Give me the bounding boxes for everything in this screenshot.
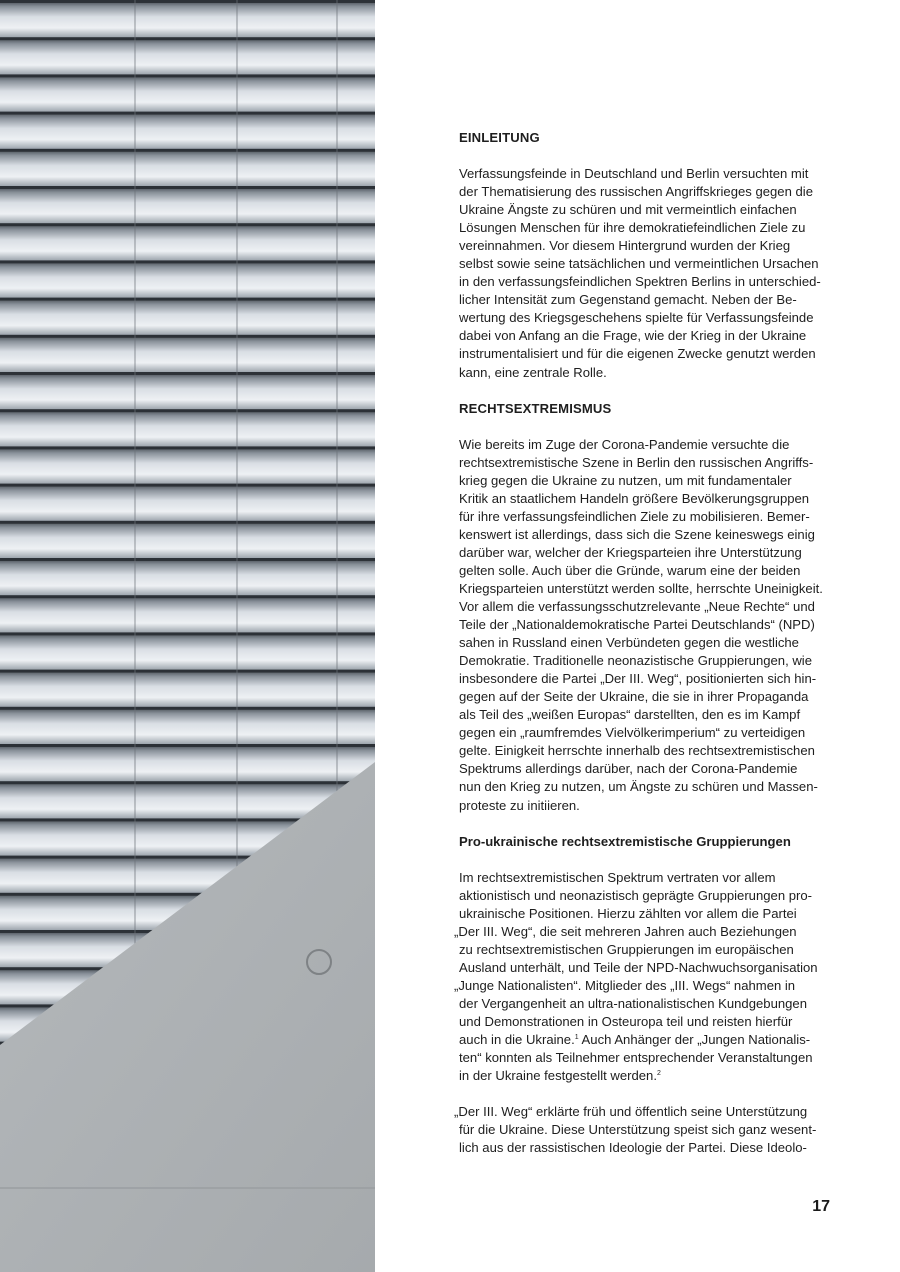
text-line: der Vergangenheit an ultra-nationalistischen Kundgebungen (459, 995, 807, 1011)
text-line: kenswert ist allerdings, dass sich die Szene keineswegs einig (459, 526, 815, 542)
text-line: gegen auf der Seite der Ukraine, die sie in ihrer Propaganda (459, 689, 809, 705)
text-line: Wie bereits im Zuge der Corona-Pandemie versuchte die (459, 436, 790, 452)
footnote-marker-1[interactable]: 1 (574, 1033, 579, 1041)
text-line: selbst sowie seine tatsächlichen und vermeintlichen Ursachen (459, 256, 819, 272)
text-line: Teile der „Nationaldemokratische Partei Deutschlands“ (NPD) (459, 617, 815, 633)
text-line: Demokratie. Traditionelle neonazistische Gruppierungen, wie (459, 653, 812, 669)
text-line: Ukraine Ängste zu schüren und mit vermeintlich einfachen (459, 202, 797, 218)
heading-einleitung: EINLEITUNG (459, 130, 540, 145)
text-line: lich aus der rassistischen Ideologie der Partei. Diese Ideolo- (459, 1140, 807, 1156)
text-fragment: in der Ukraine festgestellt werden. (459, 1068, 657, 1084)
text-line: sahen in Russland einen Verbündeten gegen die westliche (459, 635, 799, 651)
window-blinds-photo (0, 0, 375, 1272)
text-line: gegen ein „raumfremdes Vielvölkerimperium“ zu verteidigen (459, 725, 806, 741)
footnote-marker-2[interactable]: 2 (656, 1070, 661, 1078)
text-line: für ihre verfassungsfeindlichen Ziele zu mobilisieren. Bemer- (459, 508, 810, 524)
text-line: rechtsextremistische Szene in Berlin den russischen Angriffs- (459, 454, 814, 470)
text-line: als Teil des „weißen Europas“ darstellten, den es im Kampf (459, 707, 801, 723)
text-line: nun den Krieg zu nutzen, um Ängste zu schüren und Massen- (459, 779, 818, 795)
text-line: krieg gegen die Ukraine zu nutzen, um mit fundamentaler (459, 472, 792, 488)
text-line: zu rechtsextremistischen Gruppierungen im europäischen (459, 941, 794, 957)
text-line: „Der III. Weg“ erklärte früh und öffentlich seine Unterstützung (454, 1104, 808, 1120)
text-fragment: auch in die Ukraine. (459, 1031, 575, 1047)
paragraph-der-dritte-weg (454, 1103, 831, 1157)
text-line: „Der III. Weg“, die seit mehreren Jahren auch Beziehungen (454, 923, 797, 939)
heading-rechtsextremismus: RECHTSEXTREMISMUS (459, 400, 612, 416)
text-line: Lösungen Menschen für ihre demokratiefeindlichen Ziele zu (459, 220, 806, 236)
text-line: Verfassungsfeinde in Deutschland und Berlin versuchten mit (459, 166, 809, 181)
paragraph-einleitung (459, 165, 831, 382)
page-number: 17 (812, 1198, 830, 1215)
text-line: kann, eine zentrale Rolle. (459, 364, 607, 380)
text-line (459, 1031, 831, 1049)
text-line: Kriegsparteien unterstützt werden sollte, herrschte Uneinigkeit. (459, 580, 823, 596)
text-line: „Junge Nationalisten“. Mitglieder des „III. Wegs“ nahmen in (454, 977, 796, 993)
text-line: darüber war, welcher der Kriegsparteien ihre Unterstützung (459, 544, 802, 560)
text-line: gelten solle. Auch über die Gründe, warum eine der beiden (459, 562, 801, 578)
text-line: dabei von Anfang an die Frage, wie der Krieg in der Ukraine (459, 328, 807, 344)
text-line: Ausland unterhält, und Teile der NPD-Nachwuchsorganisation (459, 959, 818, 975)
text-line: insbesondere die Partei „Der III. Weg“, positionierten sich hin- (459, 671, 817, 687)
text-line: Kritik an staatlichem Handeln größere Bevölkerungsgruppen (459, 490, 810, 506)
heading-pro-ukrainisch: Pro-ukrainische rechtsextremistische Gruppierungen (459, 833, 791, 849)
paragraph-rechtsextremismus (459, 436, 831, 815)
text-line: proteste zu initiieren. (459, 797, 580, 813)
text-line: Spektrums allerdings darüber, nach der Corona-Pandemie (459, 761, 798, 777)
text-line: gelte. Einigkeit herrschte innerhalb des rechtsextremistischen (459, 743, 815, 759)
text-line: wertung des Kriegsgeschehens spielte für Verfassungsfeinde (459, 310, 814, 326)
text-column (454, 129, 831, 1157)
text-line: der Thematisierung des russischen Angriffskrieges gegen die (459, 184, 813, 200)
text-line: in den verfassungsfeindlichen Spektren Berlins in unterschied- (459, 274, 821, 290)
text-line: instrumentalisiert und für die eigenen Zwecke genutzt werden (459, 346, 816, 362)
text-line: Im rechtsextremistischen Spektrum vertraten vor allem (459, 869, 776, 885)
text-line: licher Intensität zum Gegenstand gemacht. Neben der Be- (459, 292, 797, 308)
text-line: aktionistisch und neonazistisch geprägte Gruppierungen pro- (459, 887, 813, 903)
text-line: ukrainische Positionen. Hierzu zählten vor allem die Partei (459, 905, 797, 921)
text-line: vereinnahmen. Vor diesem Hintergrund wurden der Krieg (459, 238, 791, 254)
text-line: und Demonstrationen in Osteuropa teil und reisten hierfür (459, 1013, 793, 1029)
text-line: für die Ukraine. Diese Unterstützung speist sich ganz wesent- (459, 1122, 817, 1138)
text-line: ten“ konnten als Teilnehmer entsprechender Veranstaltungen (459, 1050, 813, 1066)
paragraph-pro-ukrainisch (454, 869, 831, 1086)
text-line: Vor allem die verfassungsschutzrelevante „Neue Rechte“ und (459, 598, 815, 614)
text-line (459, 1067, 831, 1085)
text-fragment: Auch Anhänger der „Jungen Nationalis- (578, 1031, 811, 1047)
